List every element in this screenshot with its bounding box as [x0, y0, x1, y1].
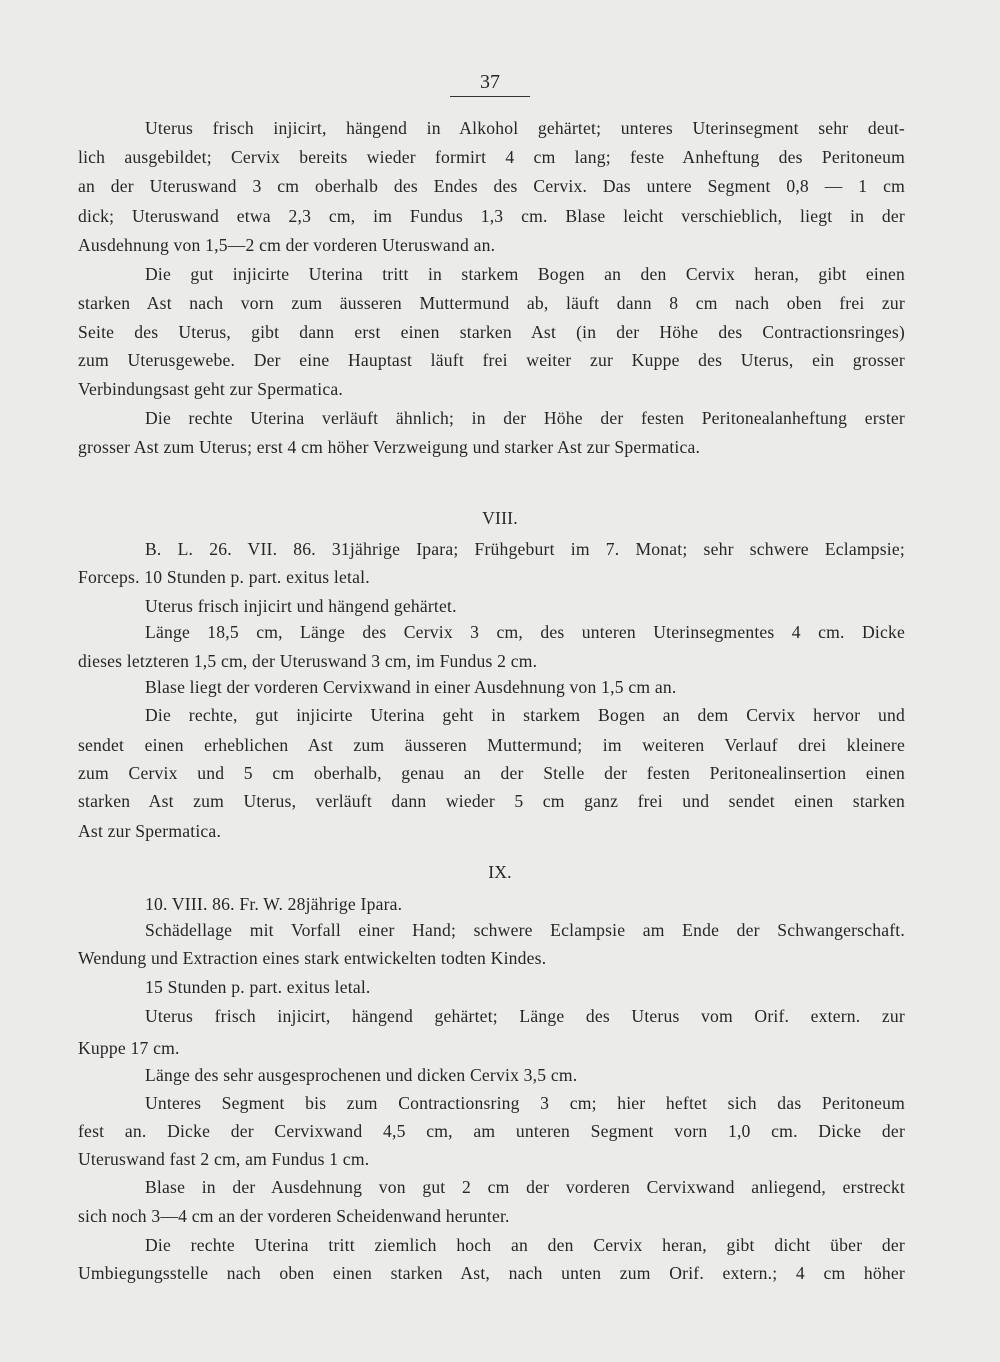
text-line: Länge des sehr ausgesprochenen und dicken Cervix 3,5 cm.: [145, 1065, 578, 1085]
text-line: Blase liegt der vorderen Cervixwand in einer Ausdehnung von 1,5 cm an.: [145, 677, 677, 697]
text-line: Uterus frisch injicirt und hängend gehärtet.: [145, 596, 457, 616]
text-line: 15 Stunden p. part. exitus letal.: [145, 977, 371, 997]
text-line: Ast zur Spermatica.: [78, 821, 222, 841]
text-line: dick; Uteruswand etwa 2,3 cm, im Fundus 1,3 cm. Blase leicht verschieblich, liegt in der: [78, 206, 905, 226]
text-line: B. L. 26. VII. 86. 31jährige Ipara; Frühgeburt im 7. Monat; sehr schwere Eclampsie;: [145, 539, 905, 559]
text-line: Länge 18,5 cm, Länge des Cervix 3 cm, des unteren Uterinsegmentes 4 cm. Dicke: [145, 622, 905, 642]
text-line: sendet einen erheblichen Ast zum äusseren Muttermund; im weiteren Verlauf drei kleinere: [78, 735, 905, 755]
text-line: zum Cervix und 5 cm oberhalb, genau an der Stelle der festen Peritonealinsertion einen: [78, 763, 905, 783]
text-line: zum Uterusgewebe. Der eine Hauptast läuft frei weiter zur Kuppe des Uterus, ein grosser: [78, 350, 905, 370]
text-line: Uteruswand fast 2 cm, am Fundus 1 cm.: [78, 1149, 370, 1169]
text-line: Forceps. 10 Stunden p. part. exitus letal.: [78, 567, 370, 587]
text-line: Kuppe 17 cm.: [78, 1038, 180, 1058]
section-heading: VIII.: [482, 508, 518, 528]
text-line: sich noch 3—4 cm an der vorderen Scheidenwand herunter.: [78, 1206, 510, 1226]
text-line: Die rechte Uterina verläuft ähnlich; in der Höhe der festen Peritonealanheftung erster: [145, 408, 905, 428]
text-line: Wendung und Extraction eines stark entwickelten todten Kindes.: [78, 948, 547, 968]
text-line: Schädellage mit Vorfall einer Hand; schwere Eclampsie am Ende der Schwangerschaft.: [145, 920, 905, 940]
text-line: Unteres Segment bis zum Contractionsring 3 cm; hier heftet sich das Peritoneum: [145, 1093, 905, 1113]
text-line: fest an. Dicke der Cervixwand 4,5 cm, am unteren Segment vorn 1,0 cm. Dicke der: [78, 1121, 905, 1141]
text-line: Umbiegungsstelle nach oben einen starken Ast, nach unten zum Orif. extern.; 4 cm höher: [78, 1263, 905, 1283]
text-line: lich ausgebildet; Cervix bereits wieder formirt 4 cm lang; feste Anheftung des Peritoneum: [78, 147, 905, 167]
text-line: Die rechte Uterina tritt ziemlich hoch an den Cervix heran, gibt dicht über der: [145, 1235, 905, 1255]
text-line: Uterus frisch injicirt, hängend gehärtet; Länge des Uterus vom Orif. extern. zur: [145, 1006, 905, 1026]
text-line: Die rechte, gut injicirte Uterina geht in starkem Bogen an dem Cervix hervor und: [145, 705, 905, 725]
text-line: grosser Ast zum Uterus; erst 4 cm höher Verzweigung und starker Ast zur Spermatica.: [78, 437, 701, 457]
text-line: an der Uteruswand 3 cm oberhalb des Endes des Cervix. Das untere Segment 0,8 — 1 cm: [78, 176, 905, 196]
text-line: 10. VIII. 86. Fr. W. 28jährige Ipara.: [145, 894, 403, 914]
text-line: starken Ast zum Uterus, verläuft dann wieder 5 cm ganz frei und sendet einen starken: [78, 791, 905, 811]
text-line: Blase in der Ausdehnung von gut 2 cm der vorderen Cervixwand anliegend, erstreckt: [145, 1177, 905, 1197]
page-number: 37: [450, 70, 530, 97]
section-heading: IX.: [488, 862, 512, 882]
text-line: Seite des Uterus, gibt dann erst einen starken Ast (in der Höhe des Contractionsringes): [78, 322, 905, 342]
text-line: Verbindungsast geht zur Spermatica.: [78, 379, 343, 399]
text-line: Die gut injicirte Uterina tritt in starkem Bogen an den Cervix heran, gibt einen: [145, 264, 905, 284]
text-line: Ausdehnung von 1,5—2 cm der vorderen Uteruswand an.: [78, 235, 496, 255]
text-line: starken Ast nach vorn zum äusseren Muttermund ab, läuft dann 8 cm nach oben frei zur: [78, 293, 905, 313]
text-line: dieses letzteren 1,5 cm, der Uteruswand 3 cm, im Fundus 2 cm.: [78, 651, 538, 671]
text-line: Uterus frisch injicirt, hängend in Alkohol gehärtet; unteres Uterinsegment sehr deut-: [145, 118, 905, 138]
